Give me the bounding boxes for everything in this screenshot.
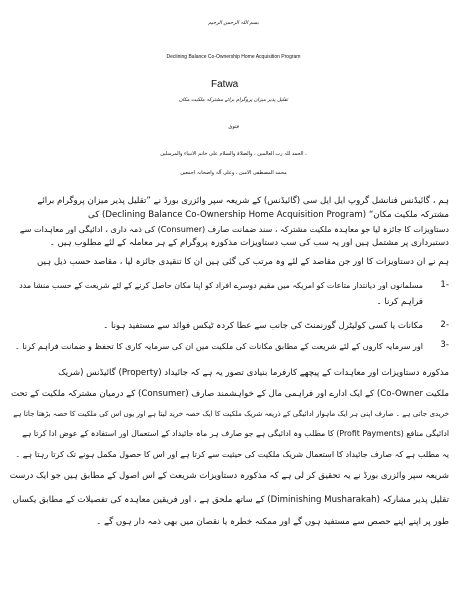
paragraph-1-line: دستاویزات کا جائزہ لیا جو معاہدہ ملکیت مشترکہ ، سند ضمانت صارف (Consumer) کی ذمہ داری ، ادائیگی اور معاہدات سے [19,224,449,234]
bismillah-heading: بسم اللہ الرحمن الرحیم [208,20,259,26]
list-item-text: اور سرمایہ کاروں کے لئے شریعت کے مطابق مکانات کی ملکیت میں ان کی سرمایہ کاری کا تحفظ و ضمانت فراہم کرنا ۔ [14,341,423,351]
paragraph-3-line: تقلیل پذیر مشارکہ (Diminishing Musharakah) کے ساتھ ملحق ہے ، اور فریقین معاہدہ کی تفصیلات کے مطابق یکساں [12,495,449,505]
fatwa-label-urdu: فتویٰ [228,124,239,130]
paragraph-3-line: خریدی جاتی ہے ۔ صارف اپنی ہر ایک ماہوار ادائیگی کے ذریعہ شریک ملکیت کا ایک حصہ خرید لیتا ہے اور یوں اس کی ملکیت کا حصہ بڑھتا جاتا ہے [13,409,449,418]
paragraph-3-line: شریعہ سپر وائزری بورڈ نے یہ تحقیق کر لی ہے کہ مذکورہ دستاویزات شریعت کے اس اصول کے مطابق ہیں جو ایک درست [9,471,449,481]
paragraph-3-line: یہ مطلب ہے کہ صارف جائیداد کا استعمال شریک ملکیت کی حیثیت سے کرتا ہے اور اس کا حصول مکمل ہونے تک کرتا رہتا ہے ۔ [15,449,449,459]
list-item-number: 1- [440,280,449,290]
list-item-text: مکانات یا کسی کولیٹرل گورنمنٹ کی جانب سے عطا کردہ ٹیکس فوائد سے مستفید ہونا ۔ [103,321,423,331]
list-item-number: 2- [440,320,449,330]
paragraph-3-line: مذکورہ دستاویزات اور معاہدات کے پیچھے کارفرما بنیادی تصور یہ ہے کہ جائیداد (Property) گائیڈنس (شریک [58,368,449,378]
paragraph-3-line: طور پر اپنے اپنے حصص سے مستفید ہوں گے اور ممکنہ خطرہ یا نقصان میں بھی ذمہ دار ہوں گے ۔ [96,517,449,527]
list-item-text: فراہم کرنا ۔ [376,297,423,307]
paragraph-1-line: مشترکہ ملکیت مکان“ (Declining Balance Co-Ownership Home Acquisition Program) کی [88,210,449,220]
salutation-line-2: محمد المصطفی الامین ، وعلی آلہ واصحابہ اجمعین [180,170,287,176]
salutation-line-1: الحمد للہ رب العالمین ، والصلاۃ والسلام علی خاتم الانبیاء والمرسلین ، [160,151,307,157]
program-title-english: Declining Balance Co-Ownership Home Acquisition Program [166,54,301,60]
paragraph-3-line: ملکیت Co-Owner) کے ایک ادارے اور فراہمی مال کے خواہشمند صارف (Consumer) کے درمیان مشترکہ ملکیت کے تحت [10,389,449,399]
paragraph-1-line: دستبرداری پر مشتمل ہیں اور یہ سب کی سب دستاویزات مذکورہ پروگرام کے ہر معاملہ کے لئے مطلوب ہیں ۔ [49,238,449,248]
list-item-number: 3- [440,340,449,350]
fatwa-label-english: Fatwa [211,79,239,90]
paragraph-1-line: ہم ، گائیڈنس فنانشل گروپ ایل ایل سی (گائیڈنس) کے شریعہ سپر وائزری بورڈ نے ”تقلیل پذیر میزان پروگرام برائے [37,196,449,206]
program-title-urdu: تقلیل پذیر میزان پروگرام برائے مشترکہ ملکیت مکان [178,97,289,103]
paragraph-3-line: ادائیگی منافع (Profit Payments) کا مطلب وہ ادائیگی ہے جو صارف ہر ماہ جائیداد کے استعمال اور استفادہ کے عوض ادا کرتا ہے [22,429,449,438]
list-item-text: مسلمانوں اور دیانتدار متاعات کو امریکہ میں مقیم دوسرے افراد کو اپنا مکان حاصل کرنے کے لئے شریعت کے حسب منشا مدد [19,281,423,290]
paragraph-2-intro: ہم نے ان دستاویزات کا اور جن مقاصد کے لئے وہ مرتب کی گئی ہیں ان کا تنقیدی جائزہ لیا ، مقاصد حسب ذیل ہیں [36,257,449,267]
